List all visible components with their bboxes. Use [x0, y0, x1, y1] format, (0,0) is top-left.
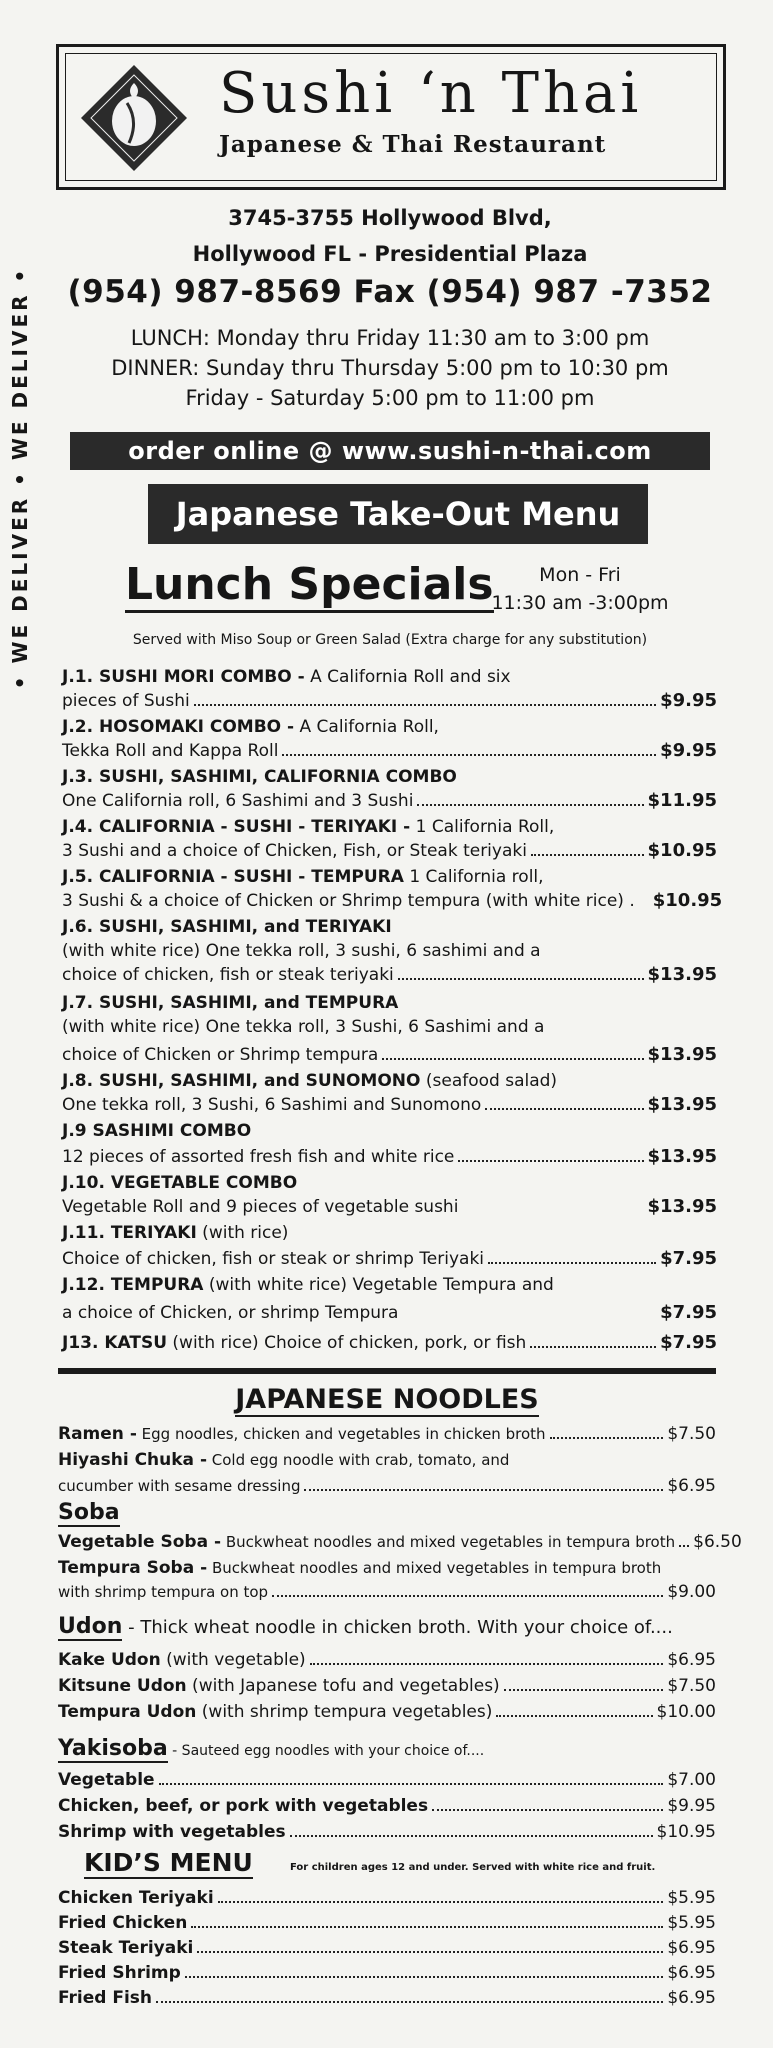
lunch-specials-title: Lunch Specials [125, 560, 494, 613]
item-desc: Egg noodles, chicken and vegetables in chicken broth [136, 1425, 546, 1443]
phone-fax: (954) 987-8569 Fax (954) 987 -7352 [67, 274, 713, 310]
item-desc: (with Japanese tofu and vegetables) [186, 1676, 500, 1696]
item-price: $13.95 [647, 1044, 717, 1065]
lunch-time: 11:30 am -3:00pm [491, 592, 669, 614]
item-name: Fried Chicken [58, 1913, 188, 1933]
list-item-price-line [62, 1248, 717, 1270]
item-name: Fried Shrimp [58, 1963, 181, 1983]
item-code: J.11. TERIYAKI [62, 1223, 197, 1243]
item-price: $5.95 [667, 1913, 716, 1933]
item-code: J.4. CALIFORNIA - SUSHI - TERIYAKI - [62, 817, 411, 837]
item-desc: 3 Sushi and a choice of Chicken, Fish, or Steak teriyaki [62, 841, 527, 861]
item-desc: A California Roll and six [304, 667, 511, 687]
list-item [58, 1702, 716, 1722]
header-logo-box [56, 44, 726, 190]
list-item-desc [62, 1016, 717, 1038]
list-item [62, 766, 717, 788]
list-item [58, 1988, 716, 2008]
item-price: $7.95 [660, 1302, 717, 1323]
item-desc: Choice of chicken, fish or steak or shrimp Teriyaki [62, 1249, 485, 1269]
item-price: $7.50 [667, 1676, 716, 1696]
side-we-deliver [0, 258, 40, 698]
list-item-price-line [62, 1302, 717, 1324]
item-price: $10.95 [652, 890, 723, 911]
list-item [58, 1676, 716, 1696]
item-price: $13.95 [647, 1094, 717, 1115]
list-item [58, 1770, 716, 1790]
item-price: $10.00 [656, 1702, 716, 1722]
item-price: $6.95 [667, 1476, 716, 1496]
item-code: J.7. SUSHI, SASHIMI, and TEMPURA [62, 993, 399, 1013]
item-desc: (with white rice) Vegetable Tempura and [203, 1275, 554, 1295]
item-desc: A California Roll, [294, 717, 439, 737]
item-price: $6.95 [667, 1963, 716, 1983]
item-price: $7.95 [660, 1248, 717, 1269]
list-item [62, 992, 717, 1014]
list-item-price-line [62, 790, 717, 812]
item-price: $7.95 [660, 1332, 717, 1353]
lunch-days: Mon - Fri [539, 564, 621, 586]
item-price: $9.95 [660, 740, 717, 761]
item-desc: Buckwheat noodles and mixed vegetables in tempura broth [207, 1559, 662, 1577]
lunch-note: Served with Miso Soup or Green Salad (Extra charge for any substitution) [132, 632, 648, 648]
section-divider [58, 1368, 716, 1374]
kids-heading [84, 1848, 253, 1877]
item-desc: Buckwheat noodles and mixed vegetables in tempura broth [221, 1533, 676, 1551]
item-price: $7.00 [667, 1770, 716, 1790]
list-item [62, 866, 717, 888]
item-desc: (with white rice) One tekka roll, 3 sushi, 6 sashimi and a [62, 941, 541, 961]
item-price: $13.95 [647, 964, 717, 985]
order-online-link[interactable]: order online @ www.sushi-n-thai.com [70, 432, 710, 470]
kids-note: For children ages 12 and under. Served with white rice and fruit. [290, 1862, 656, 1873]
udon-heading [58, 1614, 673, 1639]
item-name: Chicken, beef, or pork with vegetables [58, 1796, 429, 1816]
item-price: $11.95 [647, 790, 717, 811]
yakisoba-heading-text: Yakisoba [58, 1736, 168, 1761]
list-item [58, 1963, 716, 1983]
list-item [62, 716, 717, 738]
list-item-price-line [62, 890, 723, 912]
item-price: $13.95 [647, 1146, 717, 1167]
item-desc: (with shrimp tempura vegetables) [196, 1702, 493, 1722]
item-price: $6.95 [667, 1988, 716, 2008]
list-item [62, 666, 717, 688]
udon-heading-text: Udon [58, 1614, 123, 1639]
menu-title-banner: Japanese Take-Out Menu [148, 484, 648, 544]
item-name: Vegetable Soba - [58, 1532, 222, 1552]
item-price: $7.50 [667, 1424, 716, 1444]
item-desc: Cold egg noodle with crab, tomato, and [207, 1451, 510, 1469]
list-item-price-line [62, 1332, 717, 1354]
item-desc: (with white rice) One tekka roll, 3 Sushi, 6 Sashimi and a [62, 1017, 545, 1037]
item-desc: 1 California Roll, [410, 817, 555, 837]
item-desc: choice of chicken, fish or steak teriyaki [62, 965, 394, 985]
item-name: Fried Fish [58, 1988, 153, 2008]
item-price: $6.50 [693, 1532, 742, 1552]
hours-dinner: DINNER: Sunday thru Thursday 5:00 pm to 10:30 pm [111, 356, 669, 380]
list-item-price-line [62, 1094, 717, 1116]
item-price: $9.95 [667, 1796, 716, 1816]
item-price: $13.95 [647, 1196, 717, 1217]
item-desc: Vegetable Roll and 9 pieces of vegetable sushi [62, 1197, 459, 1217]
item-name: Vegetable [58, 1770, 155, 1790]
item-code: J.8. SUSHI, SASHIMI, and SUNOMONO [62, 1071, 421, 1091]
item-price: $10.95 [647, 840, 717, 861]
list-item [58, 1913, 716, 1933]
item-name: Kitsune Udon [58, 1676, 187, 1696]
item-desc: (with vegetable) [160, 1650, 306, 1670]
restaurant-tagline: Japanese & Thai Restaurant [219, 131, 607, 158]
list-item [62, 1120, 717, 1142]
list-item-price-line [58, 1476, 716, 1496]
list-item [62, 1274, 717, 1296]
item-code: J.1. SUSHI MORI COMBO - [62, 667, 305, 687]
item-desc: pieces of Sushi [62, 691, 190, 711]
item-desc: 3 Sushi & a choice of Chicken or Shrimp tempura (with white rice) . [62, 891, 635, 911]
item-name: Ramen - [58, 1424, 137, 1444]
soba-heading [58, 1500, 120, 1525]
item-code: J.10. VEGETABLE COMBO [62, 1173, 298, 1193]
kids-heading-text: KID’S MENU [84, 1848, 253, 1877]
item-name: Steak Teriyaki [58, 1938, 194, 1958]
item-code: J.6. SUSHI, SASHIMI, and TERIYAKI [62, 917, 392, 937]
restaurant-logo-icon [79, 63, 189, 173]
item-code: J.5. CALIFORNIA - SUSHI - TEMPURA [62, 867, 404, 887]
item-desc: (seafood salad) [420, 1071, 558, 1091]
item-name: Hiyashi Chuka - [58, 1450, 208, 1470]
list-item-price-line [62, 740, 717, 762]
soba-heading-text: Soba [58, 1500, 120, 1525]
item-desc: choice of Chicken or Shrimp tempura [62, 1045, 379, 1065]
item-price: $9.95 [660, 690, 717, 711]
list-item [58, 1558, 716, 1578]
list-item-price-line [62, 1146, 717, 1168]
hours-lunch: LUNCH: Monday thru Friday 11:30 am to 3:00 pm [130, 326, 650, 350]
item-desc: (with rice) [196, 1223, 289, 1243]
item-name: Chicken Teriyaki [58, 1888, 214, 1908]
item-desc: a choice of Chicken, or shrimp Tempura [62, 1303, 399, 1323]
item-desc: Tekka Roll and Kappa Roll [62, 741, 279, 761]
item-code: J.3. SUSHI, SASHIMI, CALIFORNIA COMBO [62, 767, 457, 787]
list-item-price-line [62, 964, 717, 986]
item-desc: 12 pieces of assorted fresh fish and white rice [62, 1147, 455, 1167]
noodles-heading-text: JAPANESE NOODLES [235, 1384, 539, 1415]
yakisoba-heading [58, 1736, 484, 1761]
noodles-heading [58, 1384, 716, 1415]
item-code: J.2. HOSOMAKI COMBO - [62, 717, 295, 737]
udon-desc: - Thick wheat noodle in chicken broth. With your choice of.... [122, 1617, 673, 1638]
item-name: Tempura Udon [58, 1702, 197, 1722]
item-desc: cucumber with sesame dressing [58, 1477, 301, 1495]
list-item [58, 1796, 716, 1816]
item-desc: One tekka roll, 3 Sushi, 6 Sashimi and Sunomono [62, 1095, 482, 1115]
list-item-desc [62, 940, 717, 962]
restaurant-name: Sushi ‘n Thai [219, 61, 643, 126]
side-we-deliver-text: • WE DELIVER • WE DELIVER • [8, 266, 32, 690]
list-item [62, 1222, 717, 1244]
item-desc: One California roll, 6 Sashimi and 3 Sushi [62, 791, 414, 811]
list-item [58, 1938, 716, 1958]
item-name: Kake Udon [58, 1650, 161, 1670]
address-line-2: Hollywood FL - Presidential Plaza [192, 242, 588, 266]
item-price: $10.95 [656, 1822, 716, 1842]
list-item [58, 1822, 716, 1842]
item-price: $9.00 [667, 1582, 716, 1602]
list-item [58, 1450, 716, 1470]
list-item [58, 1650, 716, 1670]
list-item [62, 1172, 717, 1194]
address-line-1: 3745-3755 Hollywood Blvd, [228, 206, 552, 230]
list-item [58, 1424, 716, 1444]
list-item-price-line [62, 1044, 717, 1066]
list-item-price-line [58, 1582, 716, 1602]
item-code: J13. KATSU [62, 1333, 168, 1353]
item-desc: (with rice) Choice of chicken, pork, or fish [167, 1333, 527, 1353]
list-item [62, 816, 717, 838]
yakisoba-desc: - Sauteed egg noodles with your choice of.... [167, 1743, 485, 1759]
list-item [58, 1532, 742, 1552]
list-item-price-line [62, 840, 717, 862]
item-desc: with shrimp tempura on top [58, 1583, 269, 1601]
list-item-price-line [62, 690, 717, 712]
list-item [58, 1888, 716, 1908]
item-price: $6.95 [667, 1938, 716, 1958]
item-code: J.9 SASHIMI COMBO [62, 1121, 252, 1141]
item-code: J.12. TEMPURA [62, 1275, 204, 1295]
item-desc: 1 California roll, [403, 867, 544, 887]
item-price: $6.95 [667, 1650, 716, 1670]
hours-weekend: Friday - Saturday 5:00 pm to 11:00 pm [185, 386, 595, 410]
list-item [62, 1070, 717, 1092]
list-item [62, 916, 717, 938]
item-price: $5.95 [667, 1888, 716, 1908]
item-name: Shrimp with vegetables [58, 1822, 286, 1842]
list-item-price-line [62, 1196, 717, 1218]
item-name: Tempura Soba - [58, 1558, 208, 1578]
